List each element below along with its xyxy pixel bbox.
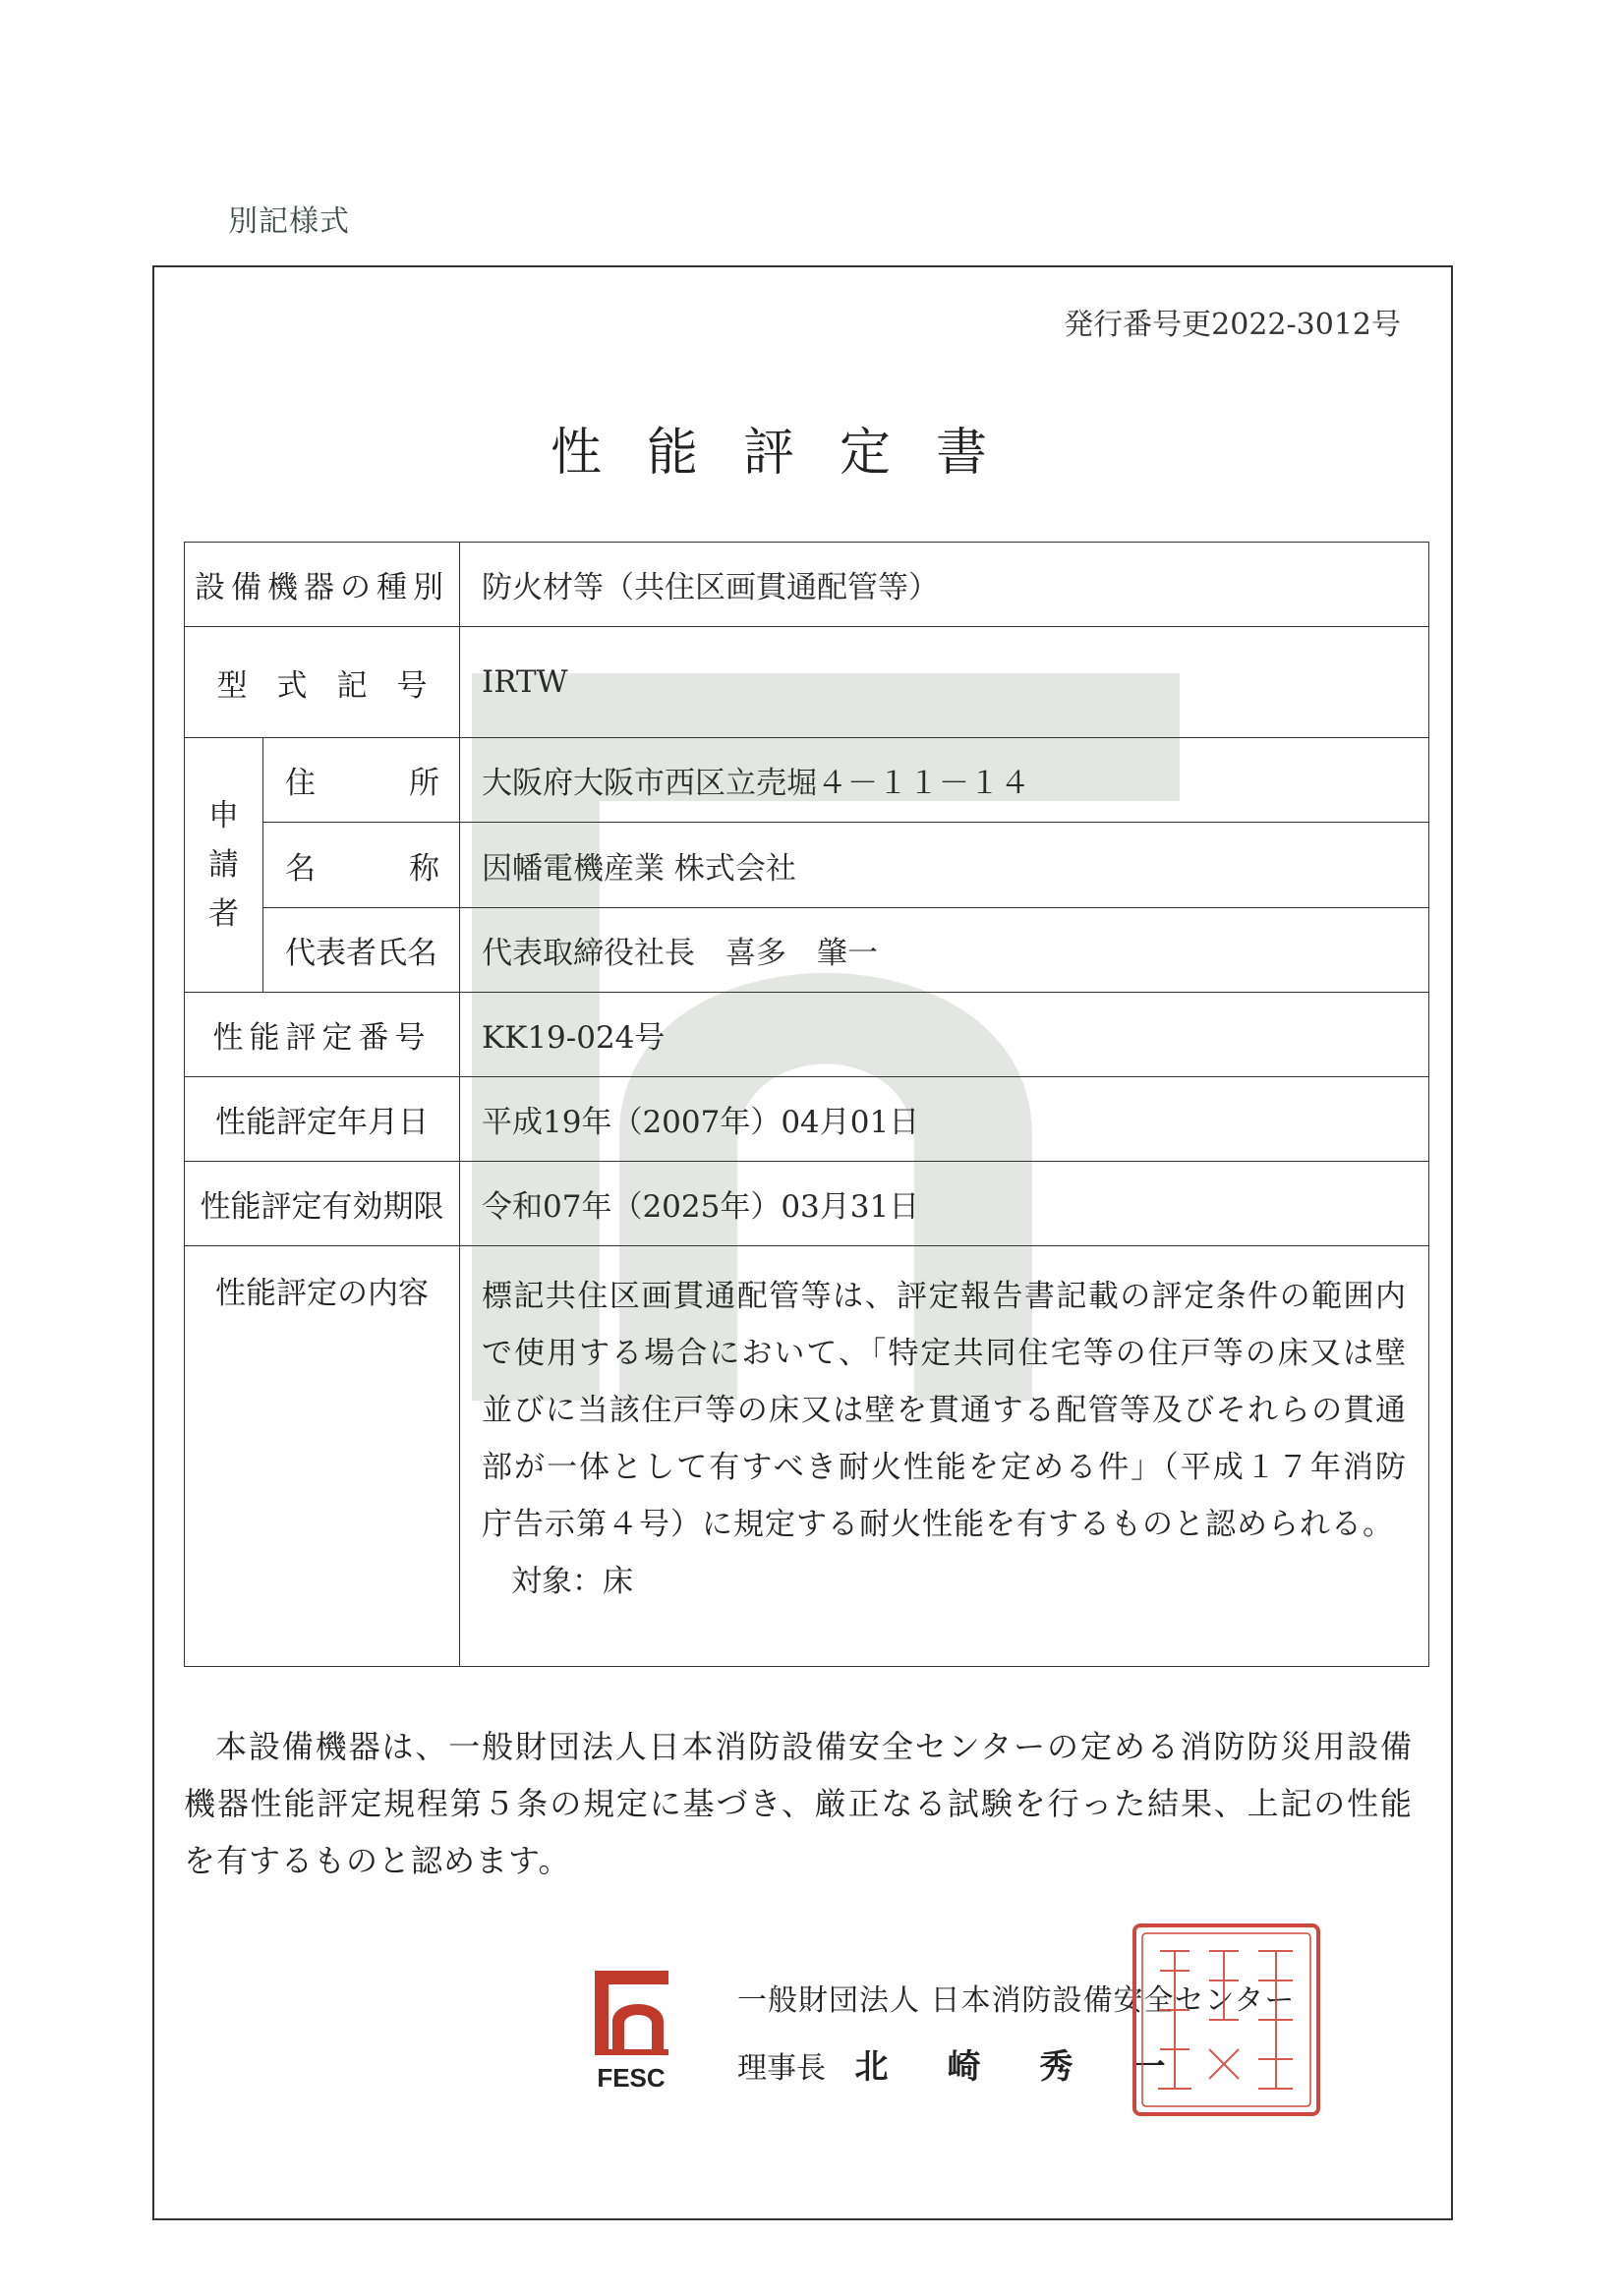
address-label-b: 所 (409, 766, 439, 801)
representative-label: 代表者氏名 (263, 908, 460, 993)
evaluation-table (184, 542, 1429, 1667)
fesc-logo-text: FESC (597, 2063, 666, 2093)
equipment-type-label: 設備機器の種別 (185, 543, 460, 627)
official-seal-icon (1131, 1922, 1322, 2118)
issuer-organization: 一般財団法人 日本消防設備安全センター (737, 1983, 1296, 2018)
content-label: 性能評定の内容 (185, 1246, 460, 1667)
model-label: 型式記号 (185, 627, 460, 738)
name-label-b: 称 (409, 850, 439, 887)
content-text: 標記共住区画貫通配管等は、評定報告書記載の評定条件の範囲内で使用する場合において、「特定共同住宅等の住戸等の床又は壁並びに当該住戸等の床又は壁を貫通する配管等及びそれらの貫通部が一体として有すべき耐火性能を定める件」（平成１７年消防庁告示第４号）に規定する耐火性能を有するものと認められる。 (482, 1279, 1407, 1542)
name-value: 因幡電機産業 株式会社 (460, 823, 1429, 908)
document-title: 性能評定書 (551, 424, 1033, 483)
row-applicant-name (185, 823, 1429, 908)
address-label (263, 738, 460, 823)
expiry-value: 令和07年（2025年）03月31日 (460, 1162, 1429, 1246)
row-evaluation-number (185, 993, 1429, 1077)
applicant-label-text: 申請者 (208, 798, 239, 932)
row-representative (185, 908, 1429, 993)
row-model (185, 627, 1429, 738)
name-label-a: 名 (285, 850, 316, 887)
evaluation-number-label: 性能評定番号 (185, 993, 460, 1077)
content-cell (460, 1246, 1429, 1667)
address-label-a: 住 (285, 766, 316, 801)
evaluation-number-value: KK19-024号 (460, 993, 1429, 1077)
row-equipment-type (185, 543, 1429, 627)
chair-title: 理事長 (737, 2051, 826, 2086)
content-target: 対象：床 (511, 1564, 633, 1599)
row-applicant-address (185, 738, 1429, 823)
applicant-label (185, 738, 263, 993)
row-evaluation-date (185, 1077, 1429, 1162)
evaluation-date-value: 平成19年（2007年）04月01日 (460, 1077, 1429, 1162)
fesc-logo (595, 1971, 668, 2094)
row-expiry (185, 1162, 1429, 1246)
model-value: IRTW (460, 627, 1429, 738)
address-value: 大阪府大阪市西区立売堀４－１１－１４ (460, 738, 1429, 823)
name-label (263, 823, 460, 908)
form-label: 別記様式 (228, 204, 350, 239)
certification-statement: 本設備機器は、一般財団法人日本消防設備安全センターの定める消防防災用設備機器性能評定規程第５条の規定に基づき、厳正なる試験を行った結果、上記の性能を有するものと認めます。 (184, 1728, 1413, 1879)
equipment-type-value: 防火材等（共住区画貫通配管等） (460, 543, 1429, 627)
row-content (185, 1246, 1429, 1667)
evaluation-date-label: 性能評定年月日 (185, 1077, 460, 1162)
representative-value: 代表取締役社長 喜多 肇一 (460, 908, 1429, 993)
issue-number: 発行番号更2022-3012号 (1064, 308, 1401, 342)
chair-name: 北崎秀一 (854, 2047, 1225, 2087)
expiry-label: 性能評定有効期限 (185, 1162, 460, 1246)
